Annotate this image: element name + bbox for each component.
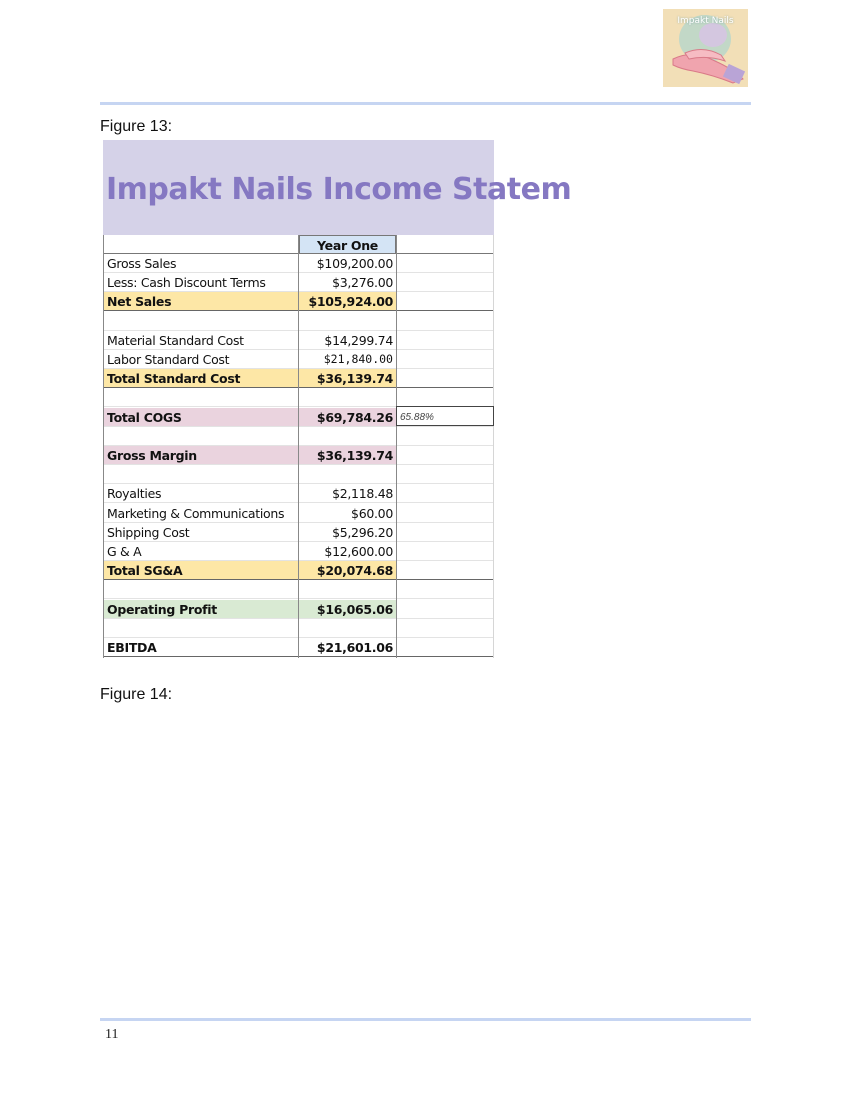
row-value: $14,299.74 (324, 332, 393, 348)
logo-text: Impakt Nails (677, 16, 734, 26)
column-divider (298, 235, 299, 658)
row-label: EBITDA (107, 640, 157, 655)
row-extra (397, 619, 494, 637)
row-label (103, 619, 299, 637)
row-extra (397, 504, 494, 522)
row-extra (397, 254, 494, 272)
row-extra (397, 273, 494, 291)
row-extra (397, 446, 494, 464)
column-divider (396, 235, 397, 658)
row-value (299, 427, 396, 445)
row-extra (397, 312, 494, 330)
sheet-title: Impakt Nails Income Statem (106, 172, 572, 207)
row-value: $2,118.48 (332, 486, 393, 502)
row-value: $60.00 (351, 505, 393, 521)
row-label (103, 427, 299, 445)
row-value: $69,784.26 (299, 408, 396, 426)
row-label: Gross Margin (103, 446, 299, 464)
row-extra (397, 292, 494, 310)
row-label: Less: Cash Discount Terms (107, 275, 266, 291)
row-label (103, 580, 299, 598)
row-extra (397, 561, 494, 579)
row-label: Marketing & Communications (107, 505, 285, 521)
row-label: Royalties (107, 486, 162, 502)
figure-14-caption: Figure 14: (100, 686, 173, 703)
column-divider (493, 235, 494, 658)
row-label: Total SG&A (103, 561, 299, 579)
row-label (103, 465, 299, 483)
row-label: G & A (107, 544, 142, 559)
row-extra (397, 331, 494, 349)
row-label: Net Sales (103, 292, 299, 310)
row-extra (397, 388, 494, 406)
page-number: 11 (105, 1027, 119, 1042)
row-extra (397, 638, 494, 656)
company-logo (663, 9, 748, 87)
header-rule (100, 102, 751, 105)
row-value: $20,074.68 (299, 561, 396, 579)
row-extra (397, 350, 494, 368)
row-value (299, 312, 396, 330)
figure-13-caption: Figure 13: (100, 118, 173, 135)
row-value: $105,924.00 (299, 292, 396, 310)
row-extra (397, 542, 494, 560)
row-value (299, 465, 396, 483)
row-label: Material Standard Cost (107, 332, 244, 348)
header-label-cell (103, 235, 299, 253)
row-extra: 65.88% (400, 411, 434, 423)
footer-rule (100, 1018, 751, 1021)
income-statement-sheet (103, 140, 572, 658)
row-value (299, 388, 396, 406)
row-value: $109,200.00 (316, 256, 393, 271)
sheet-title-banner (103, 140, 572, 235)
row-value (299, 580, 396, 598)
row-extra (397, 523, 494, 541)
row-label (103, 388, 299, 406)
row-label: Gross Sales (107, 256, 177, 271)
column-divider (103, 235, 104, 658)
row-value: $16,065.06 (299, 600, 396, 618)
row-label (103, 312, 299, 330)
row-value: $12,600.00 (324, 544, 393, 559)
row-extra (397, 600, 494, 618)
row-value: $3,276.00 (332, 275, 393, 291)
row-value: $5,296.20 (332, 524, 393, 540)
row-label: Total Standard Cost (103, 369, 299, 387)
row-value: $21,840.00 (323, 352, 393, 366)
row-extra (397, 369, 494, 387)
row-extra (397, 580, 494, 598)
row-extra (397, 427, 494, 445)
row-label: Total COGS (103, 408, 299, 426)
row-value (299, 619, 396, 637)
row-label: Labor Standard Cost (107, 352, 230, 367)
column-header-year-one: Year One (299, 235, 396, 253)
row-label: Operating Profit (103, 600, 299, 618)
row-value: $21,601.06 (316, 640, 393, 655)
row-label: Shipping Cost (107, 524, 190, 540)
row-extra (397, 465, 494, 483)
row-value: $36,139.74 (299, 369, 396, 387)
row-value: $36,139.74 (299, 446, 396, 464)
row-extra (397, 484, 494, 502)
